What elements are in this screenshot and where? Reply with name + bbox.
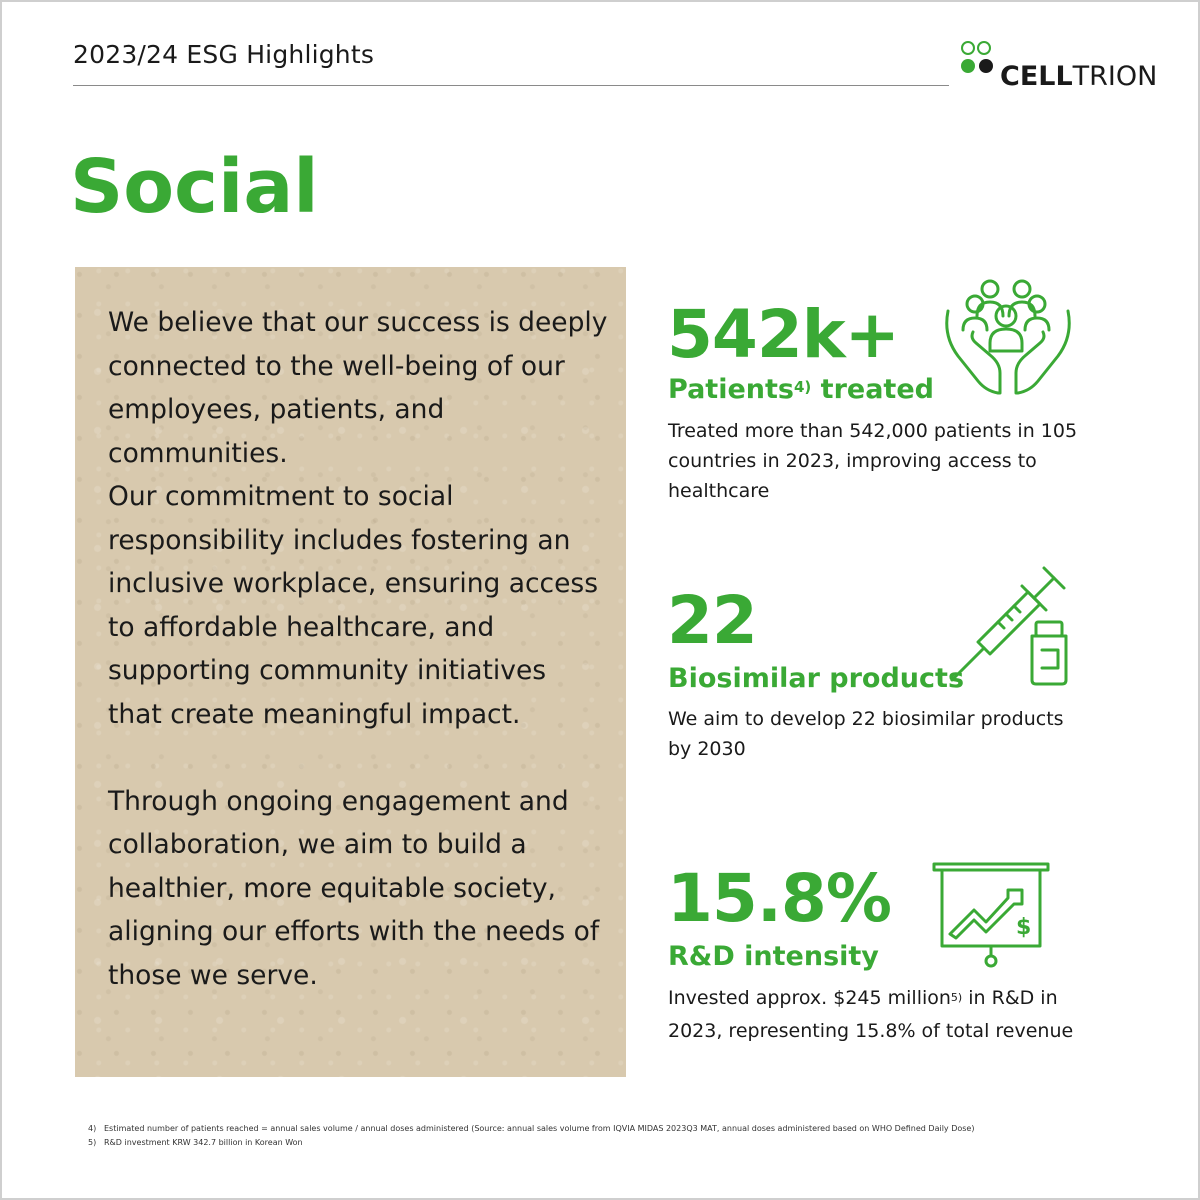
- intro-paragraph-3: Through ongoing engagement and collaboration, we aim to build a healthier, more equitable society, aligning our efforts with the needs of those we serve.: [108, 785, 608, 991]
- header-divider: [73, 85, 949, 86]
- intro-text: [108, 301, 616, 997]
- logo-wordmark: CELLTRION: [1000, 61, 1158, 92]
- patients-stat-label: Patients$^{4)}$ treated: [668, 374, 934, 405]
- logo-dots-icon: [960, 38, 1000, 88]
- rnd-stat-description: Invested approx. $245 million$^{5)}$ in R&D in 2023, representing 15.8% of total revenue: [668, 987, 1074, 1042]
- biosimilar-stat-value: 22: [667, 582, 757, 659]
- svg-text:$: $: [1016, 915, 1032, 940]
- page-header-title: 2023/24 ESG Highlights: [73, 40, 375, 69]
- biosimilar-stat-description: We aim to develop 22 biosimilar products by 2030: [668, 708, 1064, 760]
- rnd-stat-label: R&D intensity: [668, 941, 879, 972]
- footnote-5: 5) R&D investment KRW 342.7 billion in Korean Won: [88, 1138, 303, 1147]
- patients-stat-description: Treated more than 542,000 patients in 105 countries in 2023, improving access to healthcare: [668, 420, 1078, 502]
- footnote-4: 4) Estimated number of patients reached = annual sales volume / annual doses administered (Source: annual sales volume from IQVIA MIDAS 2023Q3 MAT, annual doses administered based on WHO Defined Daily Dose): [88, 1124, 975, 1133]
- rnd-stat-value: 15.8%: [667, 860, 891, 937]
- section-title: Social: [70, 144, 319, 230]
- intro-paragraph-1: We believe that our success is deeply connected to the well-being of our employees, patients, and communities.: [108, 307, 616, 469]
- celltrion-logo: [960, 38, 1160, 92]
- footnotes: [88, 1122, 974, 1150]
- intro-panel: [75, 267, 626, 1077]
- syringe-vial-icon: [940, 558, 1080, 693]
- intro-paragraph-2: Our commitment to social responsibility includes fostering an inclusive workplace, ensuring access to affordable healthcare, and supporting community initiatives that create meaningful impact.: [108, 481, 607, 730]
- patients-stat-value: 542k+: [667, 296, 899, 373]
- hands-people-icon: [943, 276, 1073, 401]
- biosimilar-stat-label: Biosimilar products: [668, 663, 965, 694]
- growth-chart-board-icon: [930, 860, 1052, 972]
